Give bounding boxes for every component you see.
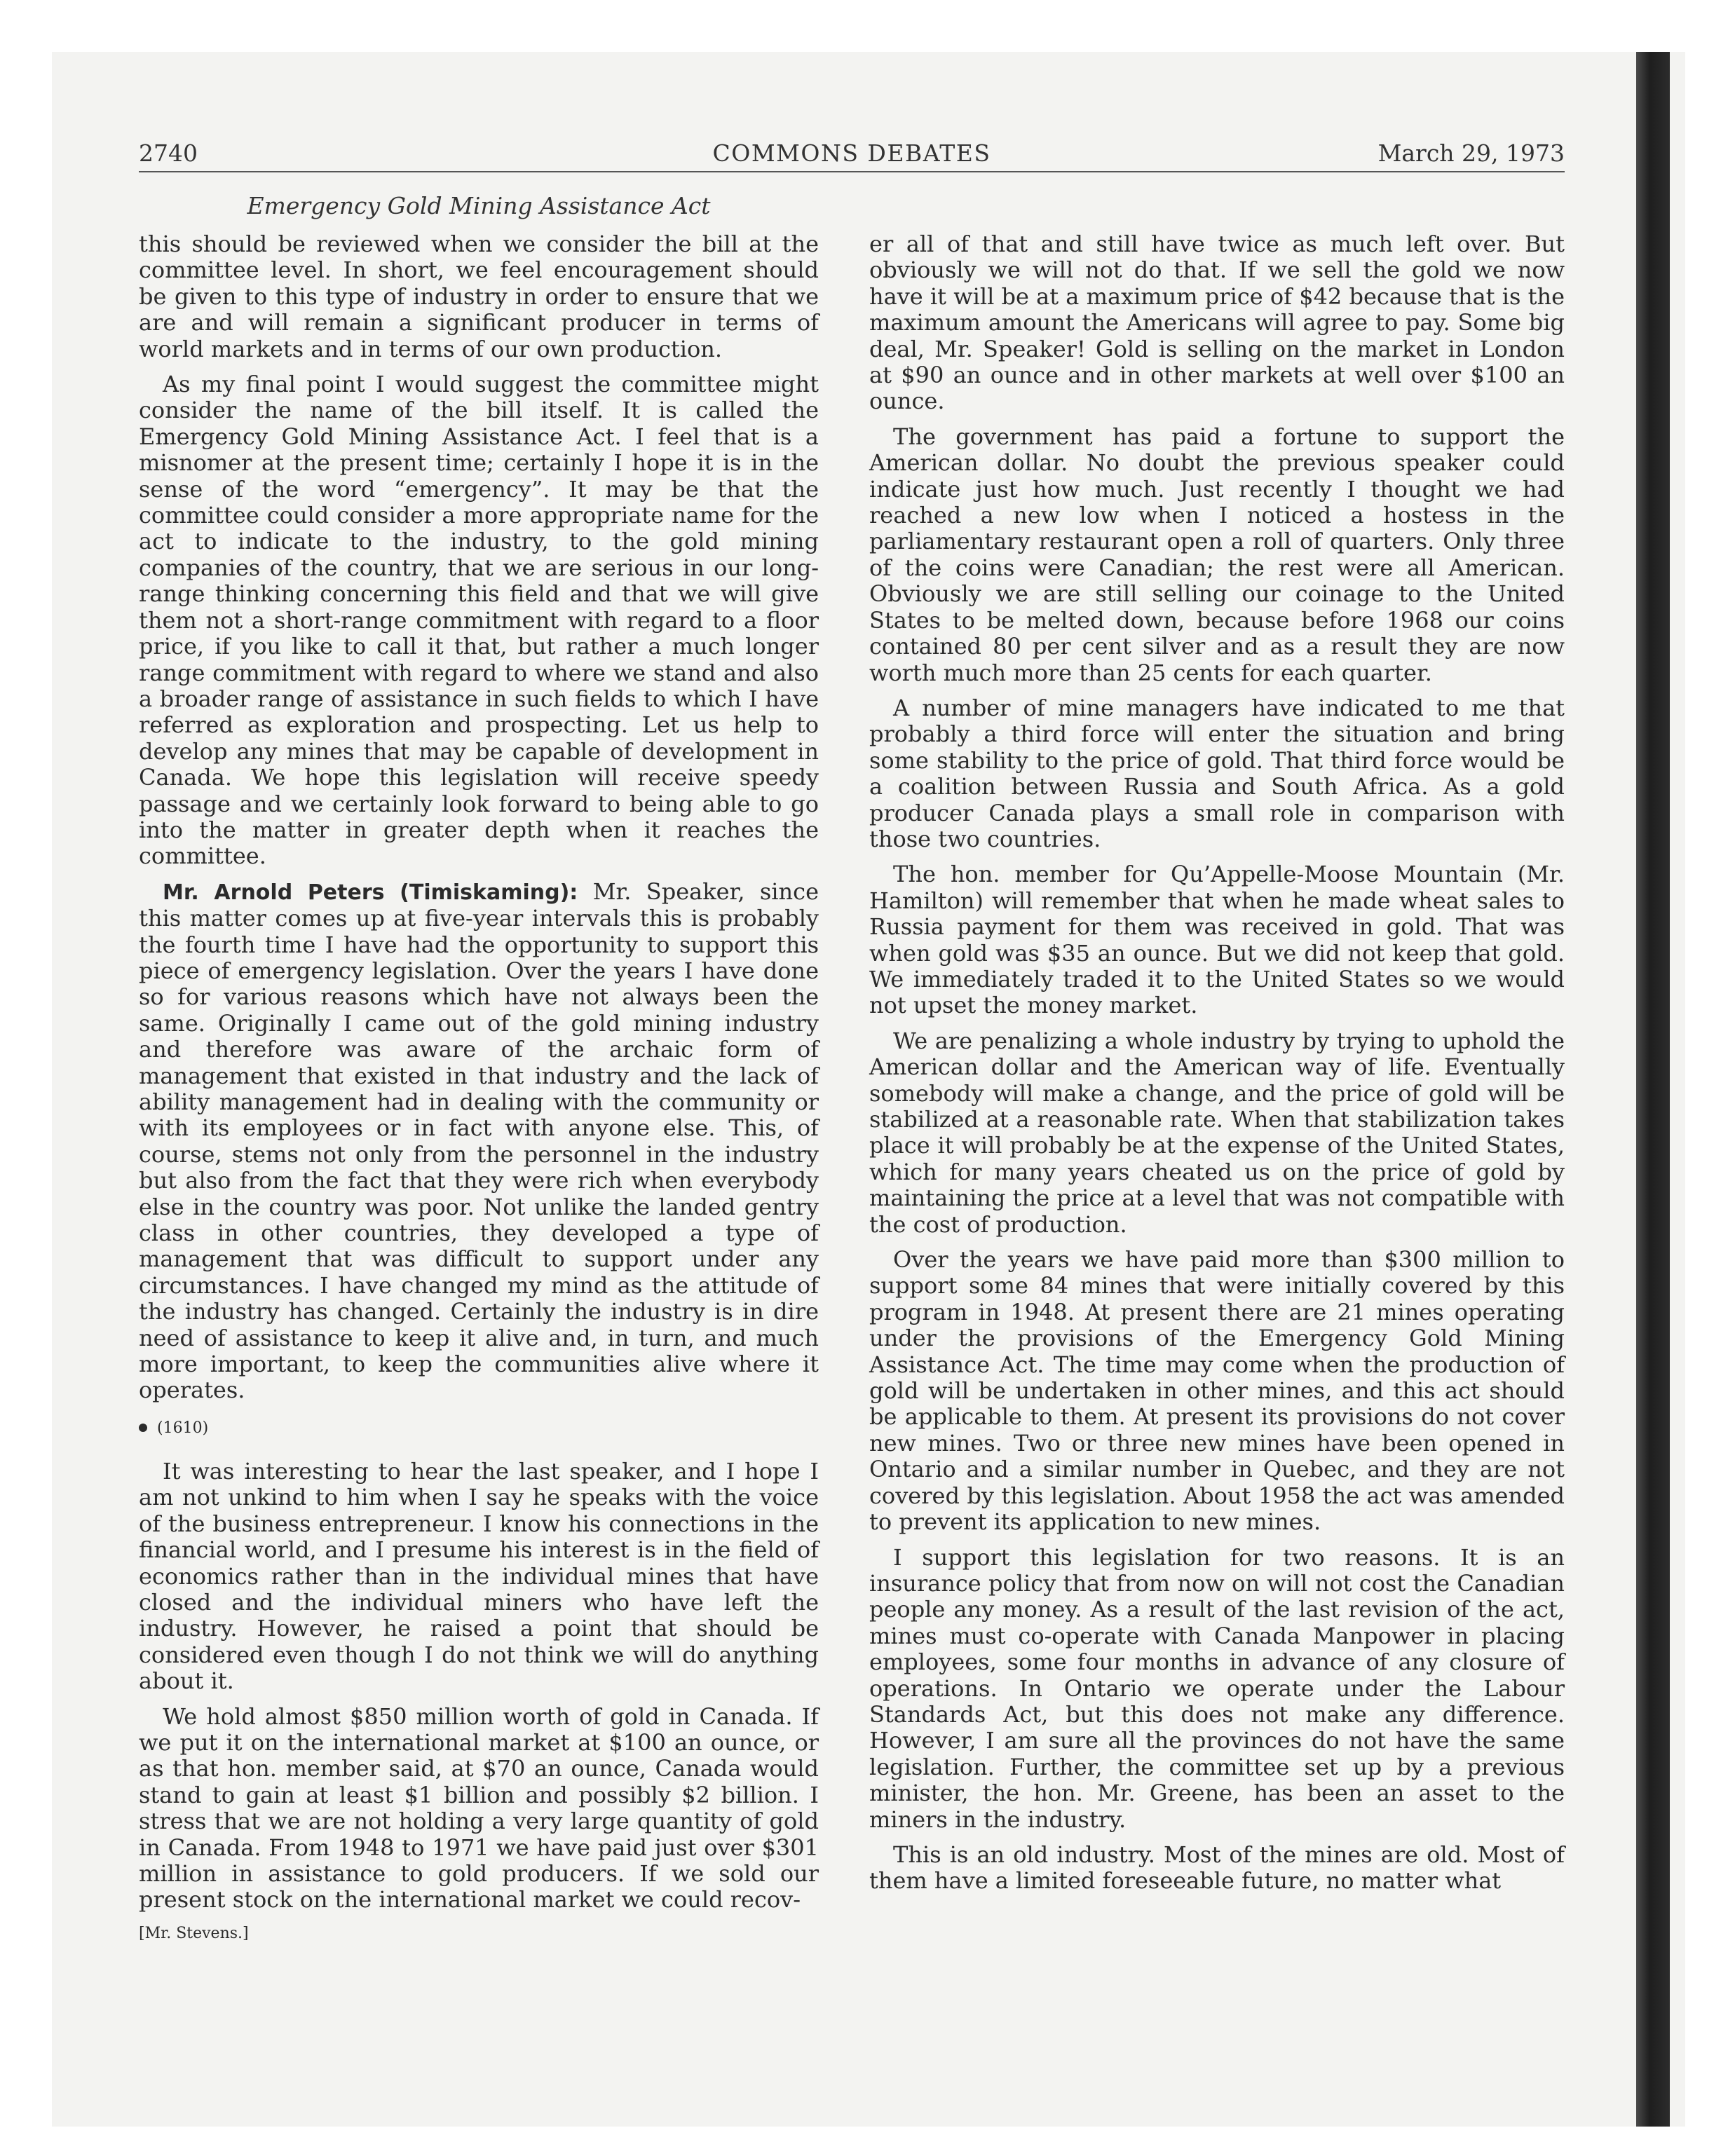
time-marker [139, 1418, 819, 1439]
paragraph: As my final point I would suggest the committee might consider the name of the bill itself. It is called the Emergency Gold Mining Assistance Act. I feel that is a misnomer at the present time; certainly I hope it is in the sense of the word “emergency”. It may be that the committee could consider a more appropriate name for the act to indicate to the industry, to the gold mining companies of the country, that we are serious in our long-range thinking concerning this field and that we will give them not a short-range commitment with regard to a floor price, if you like to call it that, but rather a much longer range commitment with regard to where we stand and also a broader range of assistance in such fields to which I have referred as exploration and prospecting. Let us help to develop any mines that may be capable of development in Canada. We hope this legislation will receive speedy passage and we certainly look forward to being able to go into the matter in greater depth when it reaches the committee. [139, 371, 819, 870]
paragraph: We are penalizing a whole industry by trying to uphold the American dollar and the American way of life. Eventually somebody will make a change, and the price of gold will be stabilized at a reasonable rate. When that stabilization takes place it will probably be at the expense of the United States, which for many years cheated us on the price of gold by maintaining the price at a level that was not compatible with the cost of production. [869, 1027, 1565, 1238]
time-marker-label: (1610) [157, 1419, 209, 1437]
paragraph: It was interesting to hear the last speaker, and I hope I am not unkind to him when I say he speaks with the voice of the business entrepreneur. I know his connections in the financial world, and I presume his interest is in the field of economics rather than in the individual mines that have closed and the individual miners who have left the industry. However, he raised a point that should be considered even though I do not think we will do anything about it. [139, 1457, 819, 1695]
scan-edge-shadow [1636, 52, 1670, 2127]
paragraph: er all of that and still have twice as much left over. But obviously we will not do that. If we sell the gold we now have it will be at a maximum price of $42 because that is the maximum amount the Americans will agree to pay. Some big deal, Mr. Speaker! Gold is selling on the market in London at $90 an ounce and in other markets at well over $100 an ounce. [869, 231, 1565, 415]
paragraph: Over the years we have paid more than $300 million to support some 84 mines that were initially covered by this program in 1948. At present there are 21 mines operating under the provisions of the Emergency Gold Mining Assistance Act. The time may come when the production of gold will be undertaken in other mines, and this act should be applicable to them. At present its provisions do not cover new mines. Two or three new mines have been opened in Ontario and a similar number in Quebec, and they are not covered by this legislation. About 1958 the act was amended to prevent its application to new mines. [869, 1246, 1565, 1536]
speaker-name: Mr. Arnold Peters (Timiskaming): [163, 880, 578, 905]
paragraph: this should be reviewed when we consider the bill at the committee level. In short, we feel encouragement should be given to this type of industry in order to ensure that we are and will remain a significant producer in terms of world markets and in terms of our own production. [139, 231, 819, 362]
page-header [139, 137, 1565, 172]
speech-text: Mr. Speaker, since this matter comes up at five-year intervals this is probably the fourth time I have had the opportunity to support this piece of emergency legislation. Over the years I have done so for various reasons which have not always been the same. Originally I came out of the gold mining industry and therefore was aware of the archaic form of management that existed in that industry and the lack of ability management had in dealing with the community or with its employees or in fact with anyone else. This, of course, stems not only from the personnel in the industry but also from the fact that they were rich when everybody else in the country was poor. Not unlike the landed gentry class in other countries, they developed a type of management that was difficult to support under any circumstances. I have changed my mind as the attitude of the industry has changed. Certainly the industry is in dire need of assistance to keep it alive and, in turn, and much more important, to keep the communities alive where it operates. [139, 878, 819, 1404]
paragraph: A number of mine managers have indicated to me that probably a third force will enter the situation and bring some stability to the price of gold. That third force would be a coalition between Russia and South Africa. As a gold producer Canada plays a small role in comparison with those two countries. [869, 694, 1565, 852]
paragraph: The hon. member for Qu’Appelle-Moose Mountain (Mr. Hamilton) will remember that when he made wheat sales to Russia payment for them was received in gold. That was when gold was $35 an ounce. But we did not keep that gold. We immediately traded it to the United States so we would not upset the money market. [869, 861, 1565, 1019]
speaker-attribution: [Mr. Stevens.] [139, 1924, 249, 1942]
header-rule [139, 171, 1565, 172]
speech-paragraph [139, 879, 819, 1404]
section-title: Emergency Gold Mining Assistance Act [247, 192, 711, 219]
right-column [869, 231, 1565, 1904]
paragraph: We hold almost $850 million worth of gold in Canada. If we put it on the international market at $100 an ounce, or as that hon. member said, at $70 an ounce, Canada would stand to gain at least $1 billion and possibly $2 billion. I stress that we are not holding a very large quantity of gold in Canada. From 1948 to 1971 we have paid just over $301 million in assistance to gold producers. If we sold our present stock on the international market we could recov- [139, 1703, 819, 1913]
page-number: 2740 [139, 139, 198, 167]
bullet-dot-icon [139, 1424, 147, 1432]
paragraph: This is an old industry. Most of the mines are old. Most of them have a limited foreseeable future, no matter what [869, 1841, 1565, 1895]
publication-date: March 29, 1973 [1377, 139, 1565, 167]
paragraph: I support this legislation for two reasons. It is an insurance policy that from now on will not cost the Canadian people any money. As a result of the last revision of the act, mines must co-operate with Canada Manpower in placing employees, some four months in advance of any closure of operations. In Ontario we operate under the Labour Standards Act, but this does not make any difference. However, I am sure all the provinces do not have the same legislation. Further, the committee set up by a previous minister, the hon. Mr. Greene, has been an asset to the miners in the industry. [869, 1543, 1565, 1833]
left-column [139, 231, 819, 1944]
paragraph: The government has paid a fortune to support the American dollar. No doubt the previous speaker could indicate just how much. Just recently I thought we had reached a new low when I noticed a hostess in the parliamentary restaurant open a roll of quarters. Only three of the coins were Canadian; the rest were all American. Obviously we are still selling our coinage to the United States to be melted down, because before 1968 our coins contained 80 per cent silver and as a result they are now worth much more than 25 cents for each quarter. [869, 423, 1565, 686]
publication-title: COMMONS DEBATES [712, 139, 991, 167]
